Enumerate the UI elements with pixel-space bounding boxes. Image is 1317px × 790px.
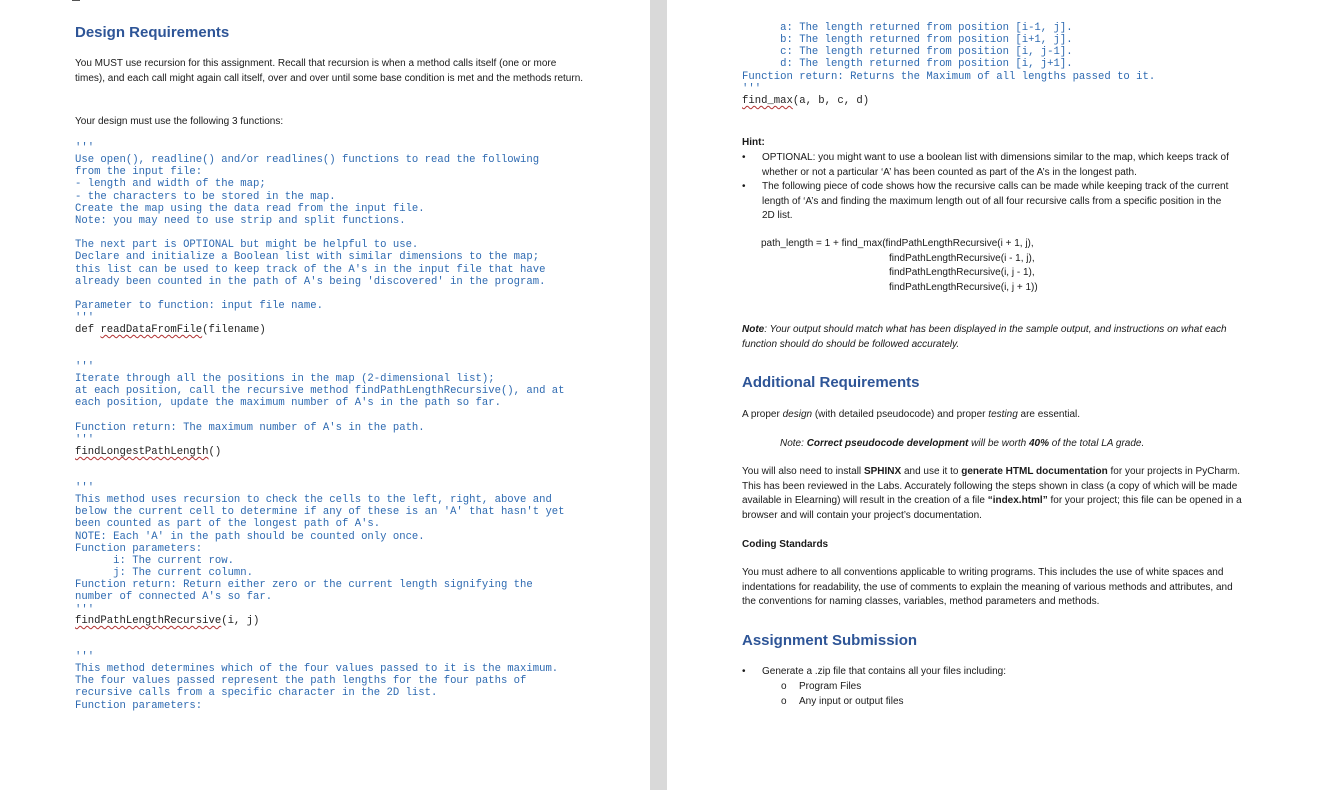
code-line: at each position, call the recursive method findPathLengthRecursive(), and at [75,385,565,398]
code-line [75,410,565,422]
code-line: The next part is OPTIONAL but might be helpful to use. [75,239,419,252]
additional-requirements-heading: Additional Requirements [742,374,920,391]
find-path-recursive-function-name: findPathLengthRecursive [75,615,222,627]
code-line: Use open(), readline() and/or readlines() functions to read the following [75,154,540,167]
code-line: Parameter to function: input file name. [75,300,323,313]
submission-subitem: o Any input or output files [781,695,904,710]
functions-intro-paragraph: Your design must use the following 3 functions: [75,116,284,127]
find-longest-path-def-line [75,446,221,458]
find-longest-path-function-args: () [208,446,222,458]
find-max-function-name: find_max [742,95,793,107]
code-line: ''' [75,651,95,663]
pseudocode-note: Note: Correct pseudocode development will be worth 40% of the total LA grade. [780,438,1145,449]
code-line: - the characters to be stored in the map. [75,190,336,203]
code-line: Function return: The maximum number of A's in the path. [75,421,425,434]
code-line: ''' [75,482,95,494]
code-line [75,288,545,300]
code-line [75,227,545,239]
code-line: Iterate through all the positions in the map (2-dimensional list); [75,373,495,386]
code-line: Declare and initialize a Boolean list with similar dimensions to the map; [75,251,540,264]
find-path-recursive-def-line [75,615,259,627]
bullet-icon: • [742,152,746,163]
code-line: Note: you may need to use strip and split functions. [75,214,406,227]
find-max-docstring-start [75,651,558,712]
read-data-function-name: readDataFromFile [100,324,203,336]
find-longest-path-docstring [75,361,565,446]
note-text: : Your output should match what has been displayed in the sample output, and instructions on what each function should do should be followed accurately. [742,324,1227,350]
submission-list [742,665,1232,680]
circle-bullet-icon: o [781,695,787,707]
read-data-def-line [75,324,266,336]
hint-label: Hint: [742,137,765,148]
submission-subitem: o Program Files [781,680,904,695]
bullet-icon: • [742,666,746,677]
code-line: Create the map using the data read from the input file. [75,202,425,215]
document-page-left [0,0,650,790]
code-line: NOTE: Each 'A' in the path should be counted only once. [75,530,425,543]
page-top-marker [72,0,80,1]
code-line: c: The length returned from position [i, j-1]. [742,46,1073,59]
code-line: below the current cell to determine if any of these is an 'A' that hasn't yet [75,506,565,519]
coding-standards-paragraph: You must adhere to all conventions applicable to writing programs. This includes the use of white spaces and indentations for readability, the use of comments to explain the meaning of various methods and attributes, and the conventions for naming classes, variables, method parameters and methods. [742,567,1233,607]
code-line: already been counted in the path of A's being 'discovered' in the program. [75,275,546,288]
sphinx-paragraph: You will also need to install SPHINX and use it to generate HTML documentation for your projects in PyCharm. This has been reviewed in the Labs. Accurately following the steps shown in class (a copy of which will be made available in Elearning) will result in the creation of a file “index.html” for your project; this file can be opened in a browser and will contain your project’s documentation. [742,466,1242,521]
submission-sublist [781,680,904,709]
find-max-def-line [742,95,869,107]
recursion-intro-paragraph: You MUST use recursion for this assignment. Recall that recursion is when a method calls itself (one or more times), and each call might again call itself, over and over until some base condition is met and the methods return. [75,58,584,84]
design-testing-paragraph: A proper design (with detailed pseudocode) and proper testing are essential. [742,409,1081,420]
code-line: each position, update the maximum number of A's in the path so far. [75,397,501,410]
code-line: d: The length returned from position [i, j+1]. [742,58,1073,71]
code-line: been counted as part of the longest path of A's. [75,518,381,531]
code-line: The four values passed represent the path lengths for the four paths of [75,675,527,688]
code-line: Function return: Returns the Maximum of all lengths passed to it. [742,70,1156,83]
snippet-line: findPathLengthRecursive(i, j + 1)) [889,281,1038,293]
hint-item: • The following piece of code shows how the recursive calls can be made while keeping track of the current length of ‘A’s and finding the maximum length out of all four recursive calls from a specific position in the 2D list. [742,181,1229,221]
read-data-function-args: (filename) [202,324,266,336]
code-line: This method determines which of the four values passed to it is the maximum. [75,663,559,676]
code-line: Function parameters: [75,542,203,555]
code-line: ''' [75,603,95,616]
code-line: - length and width of the map; [75,178,266,191]
snippet-line: path_length = 1 + find_max(findPathLengthRecursive(i + 1, j), [761,238,1034,249]
hint-list [742,151,1232,224]
design-requirements-heading: Design Requirements [75,24,230,41]
find-path-recursive-function-args: (i, j) [221,615,260,627]
code-line: ''' [75,312,95,325]
code-line: Function return: Return either zero or the current length signifying the [75,579,533,592]
output-note [742,323,1247,352]
def-keyword: def [75,324,101,336]
snippet-line: findPathLengthRecursive(i, j - 1), [889,267,1035,278]
code-line: recursive calls from a specific character in the 2D list. [75,687,438,700]
hint-item: • OPTIONAL: you might want to use a boolean list with dimensions similar to the map, which keeps track of whether or not a particular ‘A’ has been counted as part of the A’s in the longest path. [742,152,1229,178]
find-path-recursive-docstring [75,482,565,616]
bullet-icon: • [742,181,746,192]
submission-item: • Generate a .zip file that contains all your files including: [742,665,1232,680]
code-line: from the input file: [75,166,203,179]
assignment-submission-heading: Assignment Submission [742,632,918,649]
code-line: ''' [742,82,762,95]
code-line: ''' [75,142,95,154]
snippet-line: findPathLengthRecursive(i - 1, j), [889,252,1035,264]
code-line: i: The current row. [75,554,234,567]
code-line: Function parameters: [75,699,203,712]
code-line: a: The length returned from position [i-1, j]. [742,22,1073,34]
circle-bullet-icon: o [781,681,787,692]
note-label: Note [742,324,765,335]
code-line: number of connected A's so far. [75,591,273,604]
recursion-snippet [761,237,1038,295]
find-max-docstring-end [742,22,1155,95]
code-line: ''' [75,433,95,446]
read-data-docstring [75,142,545,324]
find-longest-path-function-name: findLongestPathLength [75,446,209,458]
coding-standards-heading: Coding Standards [742,539,829,550]
code-line: This method uses recursion to check the cells to the left, right, above and [75,494,552,507]
find-max-function-args: (a, b, c, d) [792,95,870,107]
document-page-right [667,0,1317,790]
code-line: b: The length returned from position [i+1, j]. [742,34,1073,47]
code-line: ''' [75,361,95,373]
code-line: j: The current column. [75,567,254,580]
code-line: this list can be used to keep track of the A's in the input file that have [75,263,546,276]
